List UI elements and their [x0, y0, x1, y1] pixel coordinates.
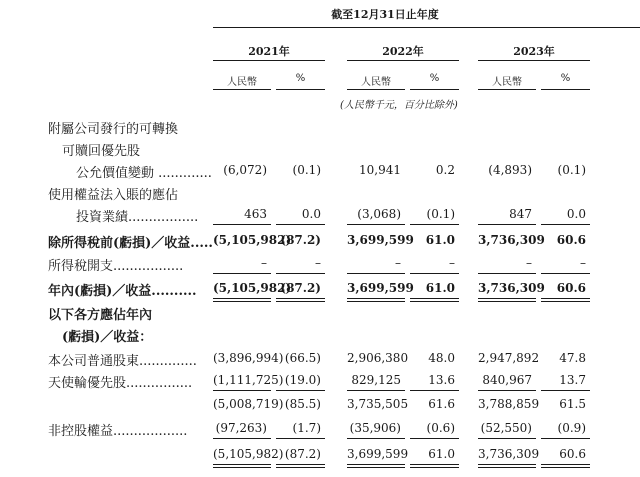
table-cell: 10,941 — [359, 163, 401, 177]
table-cell: 60.6 — [556, 281, 586, 295]
table-cell: 840,967 — [482, 373, 532, 387]
table-cell: (0.6) — [426, 421, 455, 435]
total-double-rule — [347, 298, 405, 302]
subtotal-rule — [541, 390, 590, 391]
year-rule-2021 — [213, 60, 325, 61]
table-cell: (4,893) — [488, 163, 532, 177]
table-cell: (0.1) — [426, 207, 455, 221]
table-cell: (3,068) — [357, 207, 401, 221]
row-label: 年內(虧損)／收益.......... — [48, 284, 197, 299]
table-cell: – — [449, 256, 455, 270]
row-label: 所得稅開支................. — [48, 259, 184, 274]
table-cell: (3,896,994) — [213, 351, 284, 365]
table-cell: (5,105,982) — [213, 281, 292, 295]
table-cell: 3,735,505 — [347, 397, 409, 411]
total-double-rule — [213, 464, 271, 468]
table-cell: 13.7 — [559, 373, 586, 387]
row-label: 可贖回優先股 — [62, 144, 141, 159]
table-cell: – — [580, 256, 586, 270]
table-cell: 829,125 — [351, 373, 401, 387]
row-label: 投資業績................. — [76, 210, 199, 225]
table-cell: (52,550) — [480, 421, 532, 435]
table-cell: 3,699,599 — [347, 447, 409, 461]
row-label: 非控股權益.................. — [48, 424, 188, 439]
total-double-rule — [541, 298, 590, 302]
period-rule — [213, 27, 640, 28]
subtotal-rule — [276, 224, 325, 225]
total-double-rule — [478, 298, 536, 302]
subtotal-rule — [478, 438, 536, 439]
year-2023: 2023年 — [513, 45, 555, 58]
table-cell: 847 — [509, 207, 532, 221]
subtotal-rule — [410, 224, 459, 225]
table-cell: 0.0 — [301, 207, 321, 221]
table-cell: 3,736,309 — [478, 447, 540, 461]
subtotal-rule — [541, 273, 590, 274]
table-cell: (0.1) — [292, 163, 321, 177]
row-label: 以下各方應佔年內 — [48, 308, 153, 323]
subtotal-rule — [410, 390, 459, 391]
table-cell: 61.0 — [425, 233, 455, 247]
subtotal-rule — [213, 438, 271, 439]
table-cell: (19.0) — [284, 373, 321, 387]
table-cell: 0.2 — [435, 163, 455, 177]
table-cell: (5,105,982) — [213, 233, 292, 247]
percent-label-2023: % — [560, 73, 571, 84]
total-double-rule — [276, 464, 325, 468]
total-double-rule — [478, 464, 536, 468]
subtotal-rule — [478, 273, 536, 274]
table-cell: – — [526, 256, 532, 270]
table-cell: 3,699,599 — [347, 281, 414, 295]
table-cell: 61.0 — [425, 281, 455, 295]
table-cell: (35,906) — [349, 421, 401, 435]
subhead-rule-3 — [347, 89, 405, 90]
table-cell: (1.7) — [292, 421, 321, 435]
table-cell: (85.5) — [284, 397, 321, 411]
percent-label-2022: % — [429, 73, 440, 84]
table-cell: 0.0 — [566, 207, 586, 221]
year-2021: 2021年 — [248, 45, 290, 58]
total-double-rule — [410, 464, 459, 468]
table-cell: 61.5 — [559, 397, 586, 411]
table-cell: (0.9) — [557, 421, 586, 435]
table-cell: (87.2) — [280, 281, 321, 295]
total-double-rule — [541, 464, 590, 468]
subtotal-rule — [213, 273, 271, 274]
percent-label-2021: % — [295, 73, 306, 84]
currency-label-2022: 人民幣 — [361, 77, 391, 88]
subtotal-rule — [541, 224, 590, 225]
row-label: 除所得稅前(虧損)／收益..... — [48, 236, 213, 251]
unit-note: (人民幣千元，百分比除外) — [340, 100, 458, 111]
table-cell: (6,072) — [223, 163, 267, 177]
table-cell: (66.5) — [284, 351, 321, 365]
table-cell: 3,736,309 — [478, 233, 545, 247]
table-cell: (87.2) — [284, 447, 321, 461]
table-cell: 47.8 — [559, 351, 586, 365]
table-cell: 3,788,859 — [478, 397, 540, 411]
subtotal-rule — [478, 390, 536, 391]
subhead-rule-5 — [478, 89, 536, 90]
table-cell: 2,947,892 — [478, 351, 540, 365]
table-cell: (5,105,982) — [213, 447, 284, 461]
table-cell: 48.0 — [428, 351, 455, 365]
table-cell: 61.6 — [428, 397, 455, 411]
year-rule-2023 — [478, 60, 590, 61]
table-cell: (87.2) — [280, 233, 321, 247]
table-cell: (0.1) — [557, 163, 586, 177]
subtotal-rule — [478, 224, 536, 225]
table-cell: – — [261, 256, 267, 270]
total-double-rule — [347, 464, 405, 468]
subtotal-rule — [276, 438, 325, 439]
row-label: 附屬公司發行的可轉換 — [48, 122, 179, 137]
total-double-rule — [213, 298, 271, 302]
subtotal-rule — [410, 438, 459, 439]
subtotal-rule — [276, 273, 325, 274]
subtotal-rule — [347, 273, 405, 274]
table-cell: 3,736,309 — [478, 281, 545, 295]
table-cell: – — [395, 256, 401, 270]
table-cell: 463 — [244, 207, 267, 221]
table-cell: 60.6 — [559, 447, 586, 461]
row-label: 天使輪優先股................ — [48, 376, 193, 391]
subhead-rule-6 — [541, 89, 590, 90]
subtotal-rule — [347, 390, 405, 391]
subtotal-rule — [347, 224, 405, 225]
table-cell: (97,263) — [215, 421, 267, 435]
row-label: 公允價值變動 ............. — [76, 166, 212, 181]
total-double-rule — [276, 298, 325, 302]
table-cell: (5,008,719) — [213, 397, 284, 411]
subhead-rule-2 — [276, 89, 325, 90]
table-cell: (1,111,725) — [213, 373, 284, 387]
subtotal-rule — [213, 224, 271, 225]
subtotal-rule — [276, 390, 325, 391]
period-title: 截至12月31日止年度 — [331, 8, 439, 21]
table-cell: 13.6 — [428, 373, 455, 387]
currency-label-2021: 人民幣 — [227, 77, 257, 88]
total-double-rule — [410, 298, 459, 302]
year-rule-2022 — [347, 60, 459, 61]
table-cell: 3,699,599 — [347, 233, 414, 247]
subtotal-rule — [541, 438, 590, 439]
year-2022: 2022年 — [382, 45, 424, 58]
subtotal-rule — [213, 390, 271, 391]
row-label: 使用權益法入賬的應佔 — [48, 188, 179, 203]
table-cell: – — [315, 256, 321, 270]
row-label: 本公司普通股東.............. — [48, 354, 197, 369]
table-cell: 60.6 — [556, 233, 586, 247]
subhead-rule-1 — [213, 89, 271, 90]
row-label: (虧損)／收益： — [62, 330, 153, 345]
subtotal-rule — [410, 273, 459, 274]
table-cell: 61.0 — [428, 447, 455, 461]
currency-label-2023: 人民幣 — [492, 77, 522, 88]
subhead-rule-4 — [410, 89, 459, 90]
subtotal-rule — [347, 438, 405, 439]
table-cell: 2,906,380 — [347, 351, 409, 365]
